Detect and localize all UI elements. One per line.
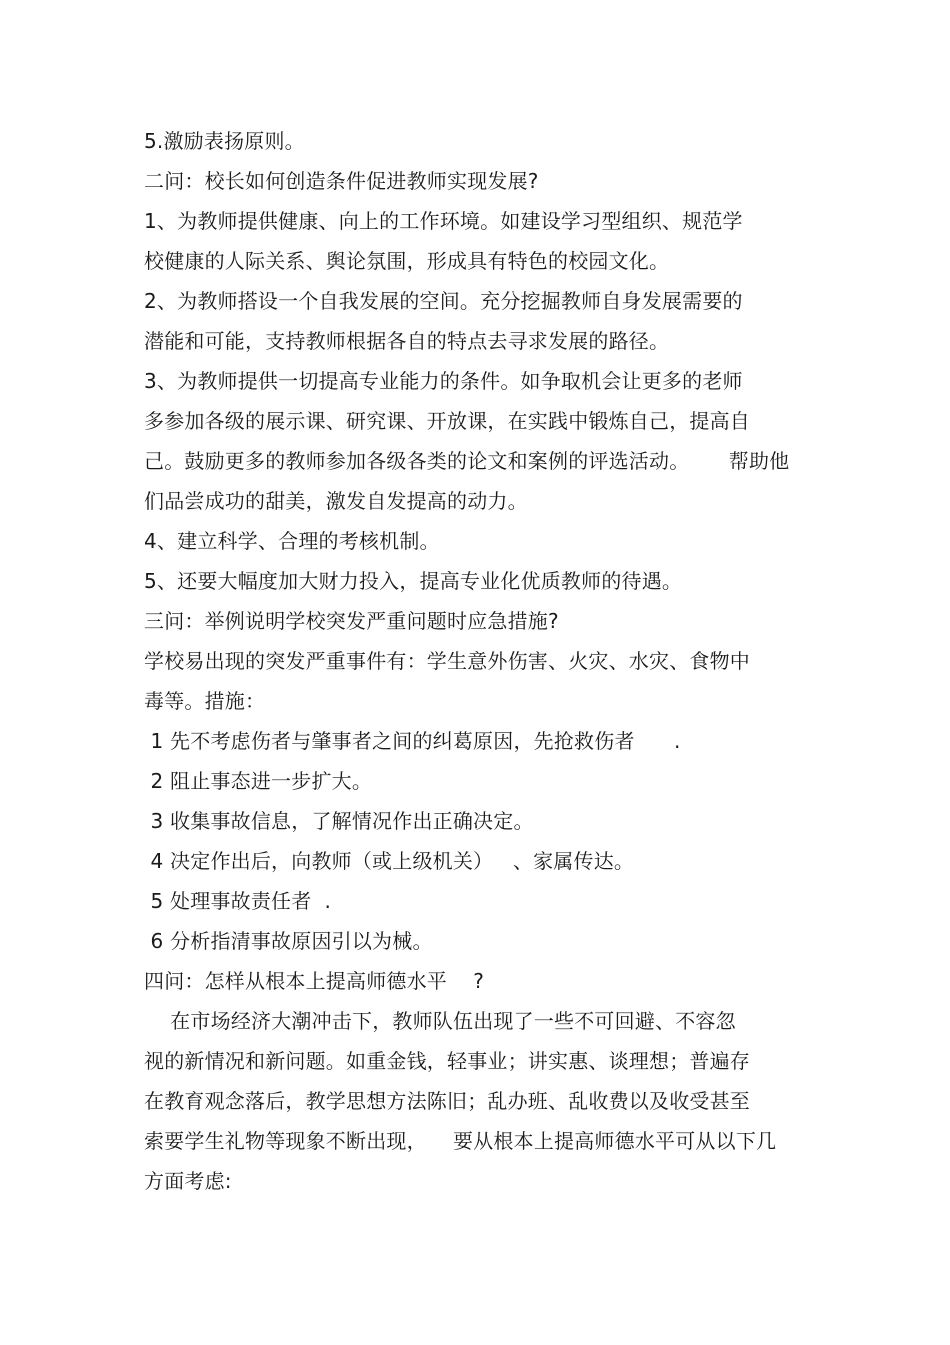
text-line: 校健康的人际关系、舆论氛围，形成具有特色的校园文化。: [144, 249, 670, 273]
list-item: 1 先不考虑伤者与肇事者之间的纠葛原因，先抢救伤者 .: [144, 729, 681, 753]
list-item: 2 阻止事态进一步扩大。: [144, 769, 373, 793]
text-line: 学校易出现的突发严重事件有：学生意外伤害、火灾、水灾、食物中: [144, 649, 750, 673]
text-line: 2、为教师搭设一个自我发展的空间。充分挖掘教师自身发展需要的: [144, 289, 743, 313]
text-line: 己。鼓励更多的教师参加各级各类的论文和案例的评选活动。 帮助他: [144, 449, 790, 473]
text-line: 视的新情况和新问题。如重金钱，轻事业；讲实惠、谈理想；普遍存: [144, 1049, 750, 1073]
text-line: 潜能和可能，支持教师根据各自的特点去寻求发展的路径。: [144, 329, 670, 353]
text-line: 多参加各级的展示课、研究课、开放课，在实践中锻炼自己，提高自: [144, 409, 750, 433]
text-line: 在教育观念落后，教学思想方法陈旧；乱办班、乱收费以及收受甚至: [144, 1089, 750, 1113]
text-line: 4、建立科学、合理的考核机制。: [144, 529, 440, 553]
text-line: 方面考虑:: [144, 1169, 232, 1193]
list-item: 6 分析指清事故原因引以为械。: [144, 929, 433, 953]
heading-question-2: 二问：校长如何创造条件促进教师实现发展?: [144, 169, 539, 193]
list-item: 3 收集事故信息，了解情况作出正确决定。: [144, 809, 534, 833]
text-line: 索要学生礼物等现象不断出现， 要从根本上提高师德水平可从以下几: [144, 1129, 777, 1153]
list-item: 4 决定作出后，向教师（或上级机关） 、家属传达。: [144, 849, 635, 873]
text-line: 5.激励表扬原则。: [144, 129, 305, 153]
text-line: 在市场经济大潮冲击下，教师队伍出现了一些不可回避、不容忽: [144, 1009, 736, 1033]
text-line: 们品尝成功的甜美，激发自发提高的动力。: [144, 489, 528, 513]
text-line: 毒等。措施：: [144, 689, 266, 713]
text-line: 1、为教师提供健康、向上的工作环境。如建设学习型组织、规范学: [144, 209, 743, 233]
text-line: 5、还要大幅度加大财力投入，提高专业化优质教师的待遇。: [144, 569, 683, 593]
heading-question-4: 四问：怎样从根本上提高师德水平 ?: [144, 969, 485, 993]
heading-question-3: 三问：举例说明学校突发严重问题时应急措施?: [144, 609, 559, 633]
list-item: 5 处理事故责任者 .: [144, 889, 332, 913]
text-line: 3、为教师提供一切提高专业能力的条件。如争取机会让更多的老师: [144, 369, 743, 393]
